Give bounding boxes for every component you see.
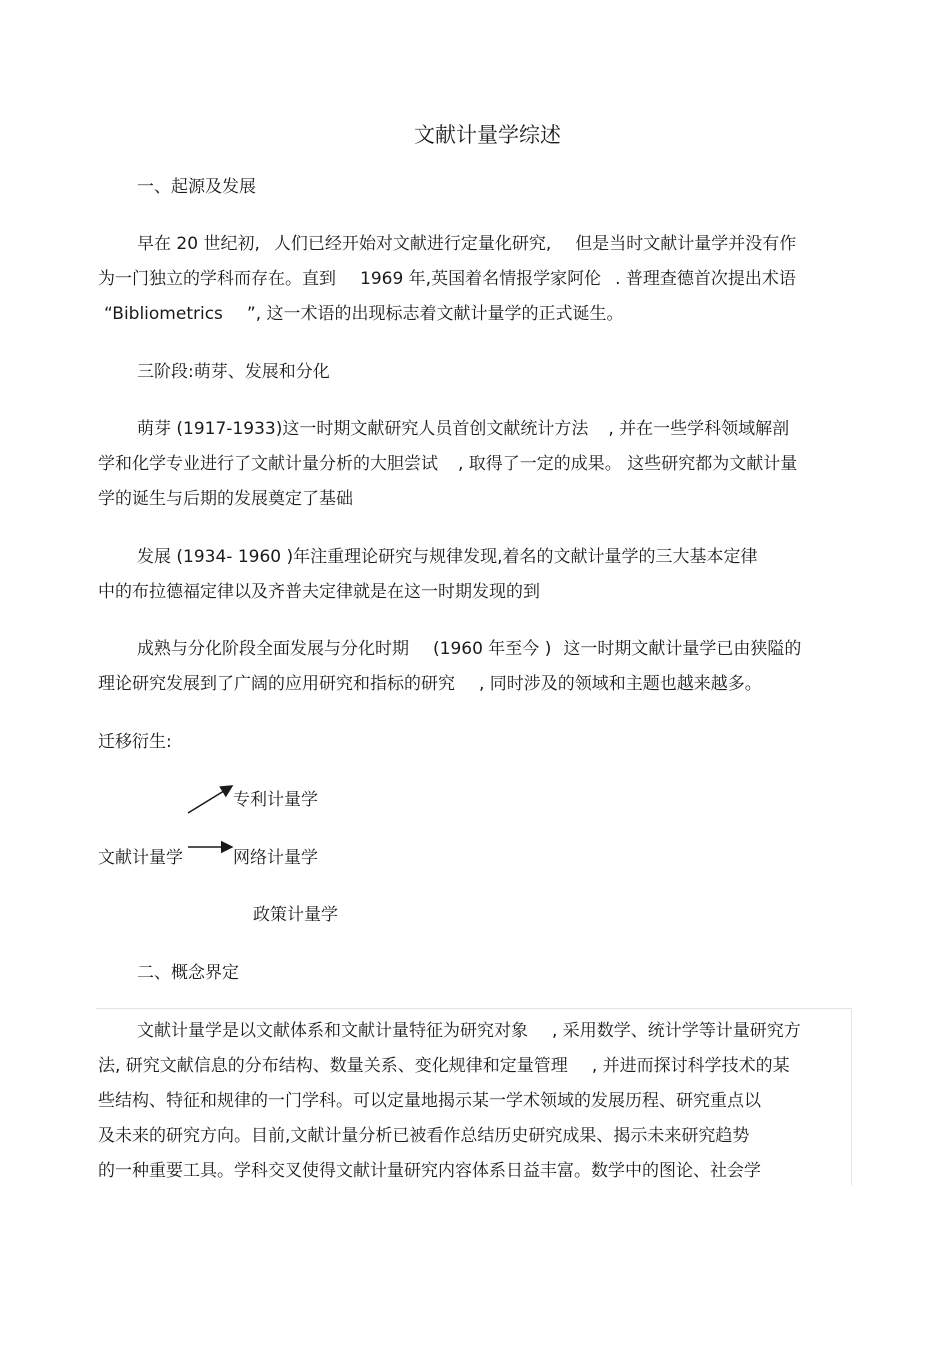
intro-line-3: “Bibliometrics ”, 这一术语的出现标志着文献计量学的正式诞生。 bbox=[104, 304, 624, 324]
mature-line-1: 成熟与分化阶段全面发展与分化时期 (1960 年至今 ) 这一时期文献计量学已由狭隘的 bbox=[137, 639, 802, 659]
diagram-target-webometrics: 网络计量学 bbox=[233, 848, 318, 868]
diagram-source: 文献计量学 bbox=[98, 848, 183, 868]
develop-line-2: 中的布拉德福定律以及齐普夫定律就是在这一时期发现的到 bbox=[98, 582, 540, 602]
definition-line-3: 些结构、特征和规律的一门学科。可以定量地揭示某一学术领域的发展历程、研究重点以 bbox=[98, 1091, 761, 1111]
mature-line-2: 理论研究发展到了广阔的应用研究和指标的研究 , 同时涉及的领域和主题也越来越多。 bbox=[98, 674, 762, 694]
sprout-line-2: 学和化学专业进行了文献计量分析的大胆尝试 , 取得了一定的成果。 这些研究都为文献计量 bbox=[98, 454, 798, 474]
diagram-target-policymetrics: 政策计量学 bbox=[253, 905, 338, 925]
definition-line-2: 法, 研究文献信息的分布结构、数量关系、变化规律和定量管理 , 并进而探讨科学技术的某 bbox=[98, 1056, 790, 1076]
sprout-line-3: 学的诞生与后期的发展奠定了基础 bbox=[98, 489, 353, 509]
section2-heading: 二、概念界定 bbox=[137, 963, 239, 983]
definition-line-1: 文献计量学是以文献体系和文献计量特征为研究对象 , 采用数学、统计学等计量研究方 bbox=[137, 1021, 801, 1041]
diagram-target-patentometrics: 专利计量学 bbox=[233, 790, 318, 810]
section1-heading: 一、起源及发展 bbox=[137, 177, 256, 197]
document-title: 文献计量学综述 bbox=[414, 123, 561, 147]
sprout-line-1: 萌芽 (1917-1933)这一时期文献研究人员首创文献统计方法 , 并在一些学科领域解剖 bbox=[137, 419, 790, 439]
intro-line-1: 早在 20 世纪初, 人们已经开始对文献进行定量化研究, 但是当时文献计量学并没有作 bbox=[137, 234, 797, 254]
migration-label: 迁移衍生: bbox=[98, 732, 172, 752]
definition-line-4: 及未来的研究方向。目前,文献计量分析已被看作总结历史研究成果、揭示未来研究趋势 bbox=[98, 1126, 750, 1146]
intro-line-2: 为一门独立的学科而存在。直到 1969 年,英国着名情报学家阿伦 . 普理查德首次提出术语 bbox=[98, 269, 796, 289]
definition-line-5: 的一种重要工具。学科交叉使得文献计量研究内容体系日益丰富。数学中的图论、社会学 bbox=[98, 1161, 761, 1181]
stages-heading: 三阶段:萌芽、发展和分化 bbox=[137, 362, 330, 382]
develop-line-1: 发展 (1934- 1960 )年注重理论研究与规律发现,着名的文献计量学的三大基本定律 bbox=[137, 547, 758, 567]
arrow-to-patent bbox=[188, 786, 232, 813]
